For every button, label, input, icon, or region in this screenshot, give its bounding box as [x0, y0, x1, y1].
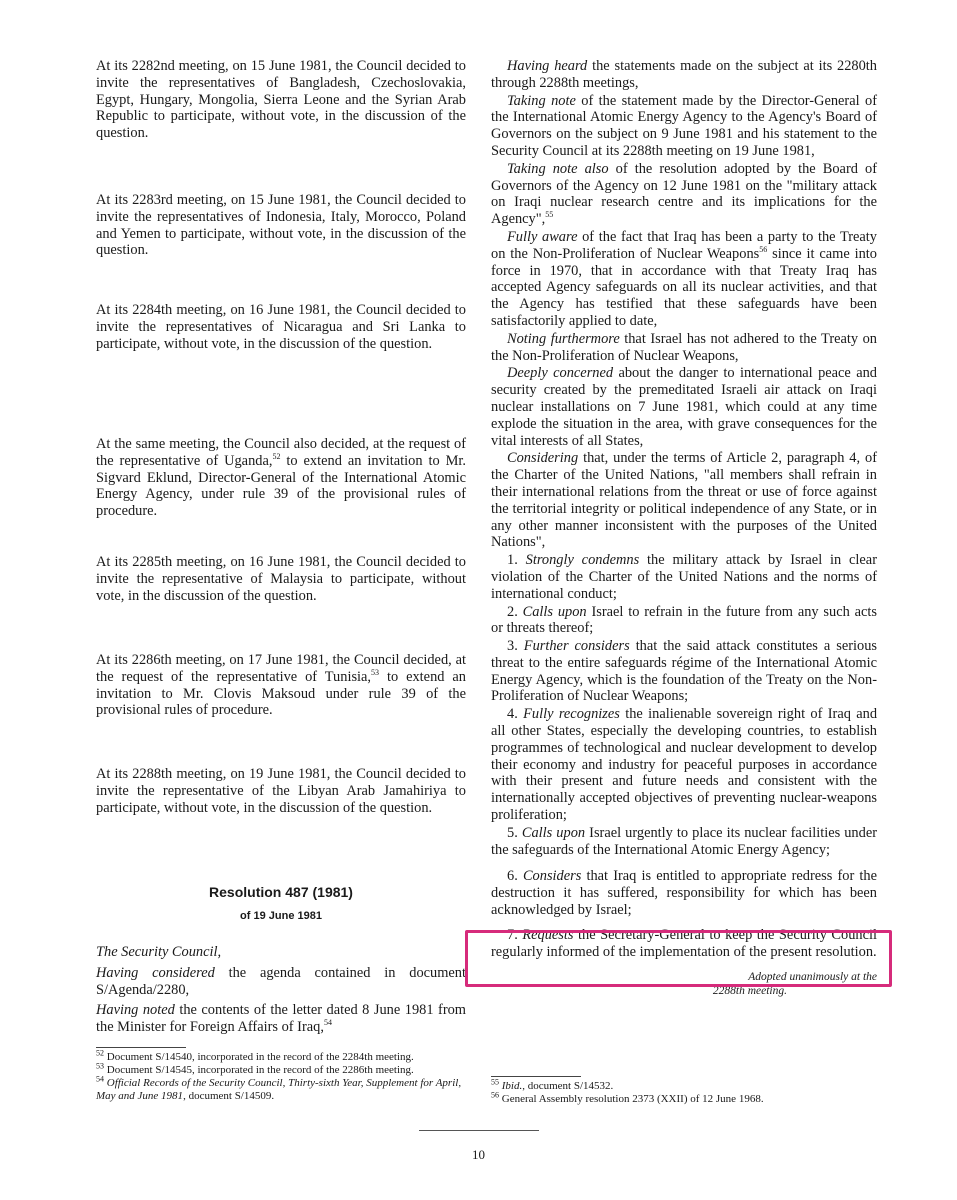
italic-lead: Fully recognizes	[523, 706, 620, 723]
operative-para-1	[491, 552, 877, 602]
meeting-text-part: At its 2286th meeting, on 17 June 1981, the Council decided, at the request of the representative of Tunisia,	[96, 652, 466, 685]
right-column	[491, 58, 877, 998]
footnote-number: 56	[491, 1090, 499, 1100]
meeting-text-part: At the same meeting, the Council also decided, at the request of the representative of Uganda,	[96, 436, 466, 469]
footnote	[96, 1061, 471, 1077]
operative-para-6	[491, 868, 877, 918]
footnote	[96, 1074, 471, 1103]
footnote	[491, 1077, 877, 1093]
footnote-number: 52	[96, 1048, 104, 1058]
para-text: that Iraq is entitled to appropriate redress for the destruction it has suffered, responsibility for which has been acknowledged by Israel;	[491, 868, 878, 919]
meeting-paragraph-2288	[96, 766, 466, 816]
italic-lead: Having considered	[96, 964, 215, 981]
footnote-italic: Official Records of the Security Council, Thirty-sixth Year, Supplement for April, May and June 1981	[96, 1077, 462, 1102]
footnote-number: 54	[96, 1074, 104, 1084]
para-number: 5.	[507, 824, 522, 841]
para-number: 1.	[507, 552, 526, 569]
council-heading	[96, 944, 466, 961]
para-number: 3.	[507, 638, 524, 655]
operative-para-5	[491, 825, 877, 859]
footnote-ref: 54	[323, 1018, 332, 1028]
meeting-text-part: to extend an invitation to Mr. Sigvard Eklund, Director-General of the International Atomic Energy Agency, under rule 39 of the provisional rules of procedure.	[96, 452, 466, 520]
meeting-text	[96, 436, 466, 520]
footnote-text: , document S/14532.	[522, 1080, 614, 1092]
para-number: 6.	[507, 868, 523, 885]
adopted-line: Adopted unanimously at the	[748, 971, 877, 984]
resolution-preamble-left	[96, 944, 466, 1040]
meeting-text-part: to extend an invitation to Mr. Clovis Maksoud under rule 39 of the provisional rules of procedure.	[96, 668, 466, 719]
italic-lead: Calls upon	[521, 824, 586, 841]
para-text: Israel to refrain in the future from any such acts or threats thereof;	[491, 603, 877, 637]
meeting-text: At its 2288th meeting, on 19 June 1981, the Council decided to invite the representative of the Libyan Arab Jamahiriya to participate, without vote, in the discussion of the question.	[96, 766, 466, 816]
para-text: of the resolution adopted by the Board of Governors of the Agency on 12 June 1981 on the "military attack on Iraqi nuclear research centre and its implications for the Agency",	[491, 160, 877, 228]
footnote-text: Document S/14540, incorporated in the record of the 2284th meeting.	[104, 1051, 414, 1063]
operative-para-4	[491, 706, 877, 824]
preamble-noting-furthermore	[491, 331, 877, 365]
footnote-text: Document S/14545, incorporated in the record of the 2286th meeting.	[104, 1064, 414, 1076]
italic-lead: Requests	[522, 926, 574, 943]
meeting-text: At its 2284th meeting, on 16 June 1981, the Council decided to invite the representatives of Nicaragua and Sri Lanka to participate, without vote, in the discussion of the question.	[96, 302, 466, 352]
preamble-having-heard	[491, 58, 877, 92]
para-text: the statements made on the subject at its 2280th through 2288th meetings,	[491, 58, 877, 91]
resolution-title: Resolution 487 (1981)	[209, 884, 353, 900]
preamble-taking-note-also	[491, 161, 877, 228]
preamble-deeply-concerned	[491, 365, 877, 449]
operative-para-3	[491, 638, 877, 705]
meeting-paragraph-2283	[96, 192, 466, 259]
preamble-taking-note	[491, 93, 877, 160]
resolution-date: of 19 June 1981	[240, 910, 322, 922]
meeting-text: At its 2282nd meeting, on 15 June 1981, the Council decided to invite the representatives of Bangladesh, Czechoslovakia, Egypt, Hungary, Mongolia, Sierra Leone and the Syrian Arab Republic to participate, without vote, in the discussion of the question.	[96, 58, 466, 142]
footnote-ref: 55	[545, 210, 554, 220]
para-text: that, under the terms of Article 2, paragraph 4, of the Charter of the United Nations, "all members shall refrain in their international relations from the threat or use of force against the territorial integrity or political independence of any State, or in any other manner inconsistent with the purposes of the United Nations",	[491, 450, 877, 551]
para-text: the military attack by Israel in clear violation of the Charter of the United Nations and the norms of international conduct;	[491, 552, 877, 602]
footnote-italic: Ibid.	[499, 1080, 523, 1092]
council-text: The Security Council,	[96, 944, 222, 960]
para-text: the inalienable sovereign right of Iraq and all other States, especially the developing countries, to establish programmes of technological and nuclear development to develop their economy and industry for peaceful purposes in accordance with their present and future needs and consistent with the internationally accepted objectives of preventing nuclear-weapons proliferation;	[491, 706, 878, 824]
meeting-paragraph-2285	[96, 554, 466, 604]
italic-lead: Having noted	[96, 1002, 175, 1019]
footnote-ref: 52	[272, 452, 281, 461]
italic-lead: Having heard	[507, 58, 588, 74]
footnote-rule-left	[96, 1047, 186, 1048]
italic-lead: Further considers	[523, 638, 630, 655]
meeting-text: At its 2283rd meeting, on 15 June 1981, the Council decided to invite the representatives of Indonesia, Italy, Morocco, Poland and Yemen to participate, without vote, in the discussion of the question.	[96, 192, 466, 259]
para-text: of the statement made by the Director-General of the International Atomic Energy Agency to the Agency's Board of Governors on the subject on 9 June 1981 and his statement to the Security Council at its 2288th meeting on 19 June 1981,	[491, 92, 878, 159]
para-text: the contents of the letter dated 8 June 1981 from the Minister for Foreign Affairs of Iraq,	[96, 1002, 466, 1036]
para-text: of the fact that Iraq has been a party to the Treaty on the Non-Proliferation of Nuclear Weapons	[491, 228, 877, 262]
preamble-fully-aware	[491, 229, 877, 330]
footnote	[491, 1090, 877, 1106]
footnote-ref: 53	[371, 668, 380, 677]
page-number: 10	[472, 1147, 485, 1162]
meeting-text: At its 2285th meeting, on 16 June 1981, the Council decided to invite the representative of Malaysia to participate, without vote, in the discussion of the question.	[96, 554, 466, 604]
para-text: the agenda contained in document S/Agenda/2280,	[96, 964, 466, 998]
italic-lead: Considering	[507, 450, 579, 467]
italic-lead: Calls upon	[522, 603, 587, 620]
meeting-paragraph-2284	[96, 302, 466, 352]
italic-lead: Taking note	[507, 92, 576, 109]
italic-lead: Deeply concerned	[507, 365, 614, 382]
para-text: that the said attack constitutes a serious threat to the entire safeguards régime of the International Atomic Energy Agency, which is the foundation of the Treaty on the Non-Proliferation of Nuclear Weapons;	[491, 638, 878, 705]
meeting-text	[96, 652, 466, 719]
meeting-paragraph-2286	[96, 652, 466, 719]
para-text: since it came into force in 1970, that in accordance with that Treaty Iraq has accepted Agency safeguards on all its nuclear activities, and that the Agency has testified that these safeguards have been satisfactorily applied to date,	[491, 245, 877, 329]
para-number: 4.	[507, 706, 524, 723]
footnote-text: , document S/14509.	[183, 1090, 275, 1102]
footnote	[96, 1048, 471, 1064]
para-number: 7.	[507, 926, 523, 943]
para-text: about the danger to international peace and security created by the premeditated Israeli air attack on Iraqi nuclear installations on 7 June 1981, which could at any time explode the situation in the area, with grave consequences for the vital interests of all States,	[491, 365, 877, 449]
footnotes-right	[491, 1077, 877, 1106]
having-noted-para	[96, 1002, 466, 1036]
italic-lead: Fully aware	[507, 228, 578, 245]
footnote-number: 55	[491, 1077, 499, 1087]
footnotes-left	[96, 1048, 471, 1103]
highlight-box	[465, 930, 892, 987]
para-text: Israel urgently to place its nuclear facilities under the safeguards of the International Atomic Energy Agency;	[491, 824, 878, 858]
footnote-text: General Assembly resolution 2373 (XXII) of 12 June 1968.	[499, 1093, 764, 1105]
italic-lead: Taking note also	[507, 160, 609, 177]
operative-para-2	[491, 604, 877, 638]
italic-lead: Noting furthermore	[507, 330, 620, 347]
meeting-paragraph-eklund	[96, 436, 466, 520]
having-considered-para	[96, 965, 466, 999]
para-number: 2.	[507, 603, 523, 620]
para-text: that Israel has not adhered to the Treaty on the Non-Proliferation of Nuclear Weapons,	[491, 330, 877, 364]
adopted-line: 2288th meeting.	[712, 985, 787, 998]
para-text: the Secretary-General to keep the Security Council regularly informed of the implementation of the present resolution.	[491, 926, 877, 960]
preamble-considering	[491, 450, 877, 551]
italic-lead: Considers	[522, 868, 582, 885]
footnote-number: 53	[96, 1061, 104, 1071]
italic-lead: Strongly condemns	[525, 552, 640, 569]
footnote-ref: 56	[759, 244, 768, 254]
page-number-rule	[419, 1130, 539, 1131]
meeting-paragraph-2282	[96, 58, 466, 142]
footnote-rule-right	[491, 1076, 581, 1077]
